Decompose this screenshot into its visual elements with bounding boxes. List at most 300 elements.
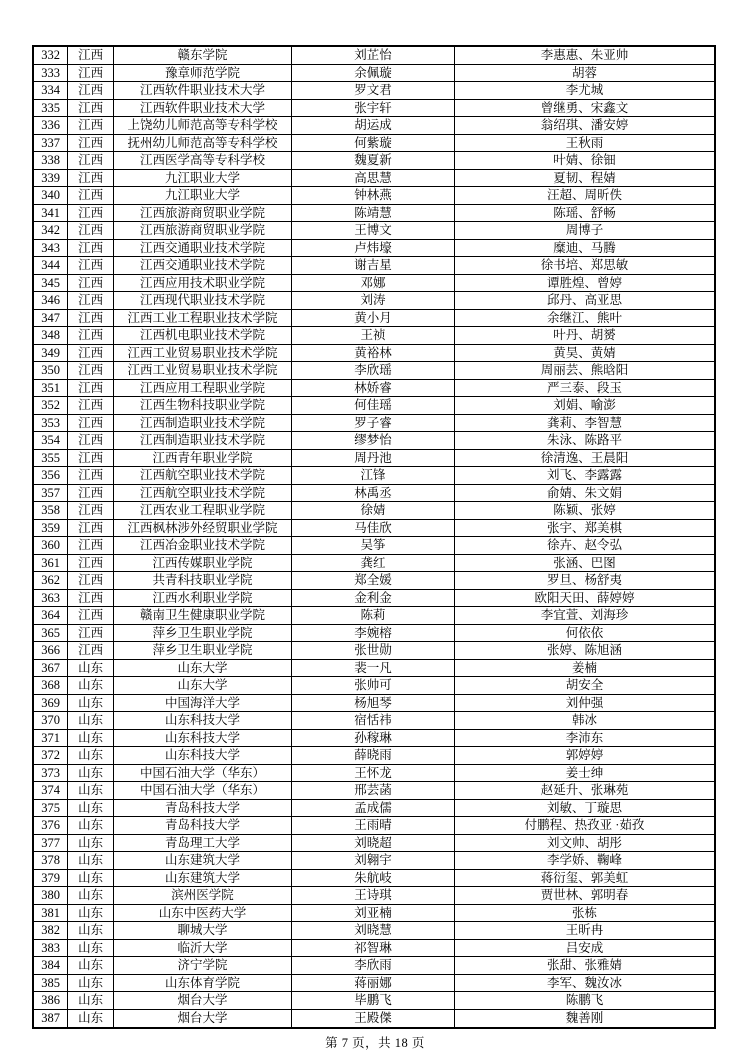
student-cell: 罗文君 — [291, 82, 454, 100]
table-row — [33, 117, 715, 135]
advisors-cell: 吕安成 — [454, 939, 715, 957]
province-cell: 江西 — [68, 64, 114, 82]
school-cell: 江西交通职业技术学院 — [113, 257, 291, 275]
table-row — [33, 397, 715, 415]
student-cell: 王殿傑 — [291, 1009, 454, 1028]
school-cell: 江西旅游商贸职业学院 — [113, 222, 291, 240]
province-cell: 江西 — [68, 414, 114, 432]
advisors-cell: 夏韧、程婧 — [454, 169, 715, 187]
table-row — [33, 292, 715, 310]
table-row — [33, 817, 715, 835]
school-cell: 江西应用技术职业学院 — [113, 274, 291, 292]
row-number-cell: 378 — [33, 852, 68, 870]
row-number-cell: 355 — [33, 449, 68, 467]
province-cell: 江西 — [68, 432, 114, 450]
school-cell: 江西制造职业技术学院 — [113, 432, 291, 450]
province-cell: 山东 — [68, 694, 114, 712]
school-cell: 豫章师范学院 — [113, 64, 291, 82]
school-cell: 赣东学院 — [113, 46, 291, 64]
province-cell: 江西 — [68, 274, 114, 292]
school-cell: 萍乡卫生职业学院 — [113, 642, 291, 660]
advisors-cell: 韩冰 — [454, 712, 715, 730]
province-cell: 江西 — [68, 222, 114, 240]
province-cell: 江西 — [68, 134, 114, 152]
province-cell: 江西 — [68, 449, 114, 467]
school-cell: 江西枫林涉外经贸职业学院 — [113, 519, 291, 537]
advisors-cell: 李尤城 — [454, 82, 715, 100]
student-cell: 黄小月 — [291, 309, 454, 327]
student-cell: 邢芸菡 — [291, 782, 454, 800]
row-number-cell: 374 — [33, 782, 68, 800]
table-row — [33, 922, 715, 940]
student-cell: 马佳欣 — [291, 519, 454, 537]
table-row — [33, 502, 715, 520]
table-row — [33, 677, 715, 695]
advisors-cell: 龚莉、李智慧 — [454, 414, 715, 432]
school-cell: 赣南卫生健康职业学院 — [113, 607, 291, 625]
student-cell: 王博文 — [291, 222, 454, 240]
province-cell: 山东 — [68, 852, 114, 870]
student-cell: 朱航岐 — [291, 869, 454, 887]
advisors-cell: 糜迪、马腾 — [454, 239, 715, 257]
student-cell: 刘芷怡 — [291, 46, 454, 64]
province-cell: 江西 — [68, 572, 114, 590]
row-number-cell: 381 — [33, 904, 68, 922]
row-number-cell: 373 — [33, 764, 68, 782]
row-number-cell: 361 — [33, 554, 68, 572]
student-cell: 余佩璇 — [291, 64, 454, 82]
student-cell: 王祯 — [291, 327, 454, 345]
page-number-footer: 第 7 页，共 18 页 — [325, 1036, 425, 1050]
table-row — [33, 46, 715, 64]
table-row — [33, 449, 715, 467]
table-row — [33, 274, 715, 292]
advisors-cell: 谭胜煌、曾婷 — [454, 274, 715, 292]
school-cell: 中国石油大学（华东） — [113, 764, 291, 782]
province-cell: 山东 — [68, 659, 114, 677]
row-number-cell: 333 — [33, 64, 68, 82]
advisors-cell: 徐书培、郑思敏 — [454, 257, 715, 275]
row-number-cell: 357 — [33, 484, 68, 502]
student-cell: 毕鹏飞 — [291, 992, 454, 1010]
school-cell: 江西工业贸易职业技术学院 — [113, 362, 291, 380]
province-cell: 江西 — [68, 379, 114, 397]
row-number-cell: 336 — [33, 117, 68, 135]
province-cell: 江西 — [68, 554, 114, 572]
school-cell: 青岛科技大学 — [113, 799, 291, 817]
row-number-cell: 377 — [33, 834, 68, 852]
advisors-cell: 张婷、陈旭涵 — [454, 642, 715, 660]
row-number-cell: 362 — [33, 572, 68, 590]
row-number-cell: 335 — [33, 99, 68, 117]
row-number-cell: 350 — [33, 362, 68, 380]
advisors-cell: 李学娇、鞠峰 — [454, 852, 715, 870]
row-number-cell: 337 — [33, 134, 68, 152]
student-cell: 杨旭琴 — [291, 694, 454, 712]
province-cell: 江西 — [68, 624, 114, 642]
province-cell: 山东 — [68, 799, 114, 817]
table-row — [33, 729, 715, 747]
row-number-cell: 334 — [33, 82, 68, 100]
advisors-cell: 张宇、郑美棋 — [454, 519, 715, 537]
table-row — [33, 642, 715, 660]
row-number-cell: 347 — [33, 309, 68, 327]
student-cell: 宿恬祎 — [291, 712, 454, 730]
school-cell: 青岛理工大学 — [113, 834, 291, 852]
row-number-cell: 352 — [33, 397, 68, 415]
province-cell: 山东 — [68, 747, 114, 765]
province-cell: 江西 — [68, 257, 114, 275]
row-number-cell: 345 — [33, 274, 68, 292]
table-row — [33, 519, 715, 537]
student-cell: 张宇轩 — [291, 99, 454, 117]
school-cell: 江西工业贸易职业技术学院 — [113, 344, 291, 362]
province-cell: 山东 — [68, 887, 114, 905]
table-row — [33, 82, 715, 100]
school-cell: 中国海洋大学 — [113, 694, 291, 712]
table-row — [33, 834, 715, 852]
school-cell: 烟台大学 — [113, 992, 291, 1010]
table-row — [33, 904, 715, 922]
student-cell: 徐婧 — [291, 502, 454, 520]
student-cell: 魏夏新 — [291, 152, 454, 170]
table-row — [33, 309, 715, 327]
province-cell: 山东 — [68, 712, 114, 730]
advisors-cell: 刘仲强 — [454, 694, 715, 712]
school-cell: 山东科技大学 — [113, 712, 291, 730]
school-cell: 滨州医学院 — [113, 887, 291, 905]
student-cell: 胡运成 — [291, 117, 454, 135]
advisors-cell: 严三泰、段玉 — [454, 379, 715, 397]
row-number-cell: 351 — [33, 379, 68, 397]
student-cell: 刘晓超 — [291, 834, 454, 852]
student-cell: 王诗琪 — [291, 887, 454, 905]
advisors-cell: 李沛东 — [454, 729, 715, 747]
row-number-cell: 353 — [33, 414, 68, 432]
advisors-cell: 李惠惠、朱亚帅 — [454, 46, 715, 64]
student-cell: 薛晓雨 — [291, 747, 454, 765]
student-cell: 罗子睿 — [291, 414, 454, 432]
province-cell: 江西 — [68, 152, 114, 170]
student-cell: 刘亚楠 — [291, 904, 454, 922]
table-row — [33, 344, 715, 362]
student-cell: 林娇睿 — [291, 379, 454, 397]
advisors-cell: 陈瑶、舒畅 — [454, 204, 715, 222]
province-cell: 江西 — [68, 537, 114, 555]
advisors-cell: 叶婧、徐钿 — [454, 152, 715, 170]
province-cell: 江西 — [68, 327, 114, 345]
table-row — [33, 379, 715, 397]
school-cell: 江西软件职业技术大学 — [113, 82, 291, 100]
advisors-cell: 张甜、张雅婧 — [454, 957, 715, 975]
school-cell: 抚州幼儿师范高等专科学校 — [113, 134, 291, 152]
row-number-cell: 342 — [33, 222, 68, 240]
table-row — [33, 747, 715, 765]
province-cell: 江西 — [68, 607, 114, 625]
advisors-cell: 欧阳天田、薛婷婷 — [454, 589, 715, 607]
province-cell: 山东 — [68, 834, 114, 852]
school-cell: 江西航空职业技术学院 — [113, 467, 291, 485]
advisors-cell: 曾继勇、宋鑫文 — [454, 99, 715, 117]
table-row — [33, 239, 715, 257]
table-body — [33, 46, 715, 1028]
award-list-table — [32, 45, 716, 1029]
student-cell: 刘涛 — [291, 292, 454, 310]
province-cell: 山东 — [68, 764, 114, 782]
advisors-cell: 陈鹏飞 — [454, 992, 715, 1010]
advisors-cell: 姜楠 — [454, 659, 715, 677]
advisors-cell: 张栋 — [454, 904, 715, 922]
row-number-cell: 363 — [33, 589, 68, 607]
student-cell: 林禹丞 — [291, 484, 454, 502]
advisors-cell: 黄昊、黄婧 — [454, 344, 715, 362]
advisors-cell: 叶丹、胡赟 — [454, 327, 715, 345]
student-cell: 李婉榕 — [291, 624, 454, 642]
province-cell: 山东 — [68, 677, 114, 695]
student-cell: 陈靖慧 — [291, 204, 454, 222]
province-cell: 山东 — [68, 974, 114, 992]
province-cell: 江西 — [68, 519, 114, 537]
table-row — [33, 572, 715, 590]
table-row — [33, 694, 715, 712]
student-cell: 郑全媛 — [291, 572, 454, 590]
school-cell: 江西工业工程职业技术学院 — [113, 309, 291, 327]
row-number-cell: 376 — [33, 817, 68, 835]
school-cell: 江西航空职业技术学院 — [113, 484, 291, 502]
school-cell: 江西医学高等专科学校 — [113, 152, 291, 170]
table-row — [33, 554, 715, 572]
province-cell: 山东 — [68, 782, 114, 800]
school-cell: 青岛科技大学 — [113, 817, 291, 835]
advisors-cell: 刘文帅、胡彤 — [454, 834, 715, 852]
school-cell: 上饶幼儿师范高等专科学校 — [113, 117, 291, 135]
province-cell: 江西 — [68, 169, 114, 187]
advisors-cell: 周丽芸、熊晗阳 — [454, 362, 715, 380]
student-cell: 谢吉星 — [291, 257, 454, 275]
table-row — [33, 537, 715, 555]
table-row — [33, 152, 715, 170]
student-cell: 吴筝 — [291, 537, 454, 555]
table-row — [33, 64, 715, 82]
province-cell: 山东 — [68, 922, 114, 940]
row-number-cell: 346 — [33, 292, 68, 310]
advisors-cell: 李军、魏汝冰 — [454, 974, 715, 992]
school-cell: 山东大学 — [113, 659, 291, 677]
school-cell: 江西旅游商贸职业学院 — [113, 204, 291, 222]
row-number-cell: 372 — [33, 747, 68, 765]
province-cell: 山东 — [68, 992, 114, 1010]
province-cell: 山东 — [68, 939, 114, 957]
table-row — [33, 887, 715, 905]
school-cell: 济宁学院 — [113, 957, 291, 975]
school-cell: 山东建筑大学 — [113, 869, 291, 887]
school-cell: 江西现代职业技术学院 — [113, 292, 291, 310]
row-number-cell: 387 — [33, 1009, 68, 1028]
table-row — [33, 414, 715, 432]
row-number-cell: 356 — [33, 467, 68, 485]
advisors-cell: 汪超、周昕佚 — [454, 187, 715, 205]
advisors-cell: 刘飞、李露露 — [454, 467, 715, 485]
province-cell: 山东 — [68, 1009, 114, 1028]
school-cell: 山东科技大学 — [113, 747, 291, 765]
table-row — [33, 327, 715, 345]
school-cell: 山东建筑大学 — [113, 852, 291, 870]
student-cell: 刘晓慧 — [291, 922, 454, 940]
row-number-cell: 348 — [33, 327, 68, 345]
school-cell: 烟台大学 — [113, 1009, 291, 1028]
advisors-cell: 王昕冉 — [454, 922, 715, 940]
province-cell: 江西 — [68, 589, 114, 607]
province-cell: 山东 — [68, 817, 114, 835]
table-row — [33, 257, 715, 275]
school-cell: 山东科技大学 — [113, 729, 291, 747]
table-row — [33, 484, 715, 502]
student-cell: 裴一凡 — [291, 659, 454, 677]
table-row — [33, 362, 715, 380]
school-cell: 山东大学 — [113, 677, 291, 695]
student-cell: 陈莉 — [291, 607, 454, 625]
row-number-cell: 379 — [33, 869, 68, 887]
province-cell: 江西 — [68, 82, 114, 100]
row-number-cell: 366 — [33, 642, 68, 660]
student-cell: 刘翱宇 — [291, 852, 454, 870]
province-cell: 江西 — [68, 502, 114, 520]
table-row — [33, 134, 715, 152]
school-cell: 聊城大学 — [113, 922, 291, 940]
row-number-cell: 370 — [33, 712, 68, 730]
table-row — [33, 169, 715, 187]
student-cell: 何紫璇 — [291, 134, 454, 152]
row-number-cell: 382 — [33, 922, 68, 940]
province-cell: 江西 — [68, 642, 114, 660]
student-cell: 张世勋 — [291, 642, 454, 660]
province-cell: 山东 — [68, 904, 114, 922]
province-cell: 江西 — [68, 397, 114, 415]
row-number-cell: 338 — [33, 152, 68, 170]
school-cell: 江西交通职业技术学院 — [113, 239, 291, 257]
row-number-cell: 343 — [33, 239, 68, 257]
student-cell: 缪梦怡 — [291, 432, 454, 450]
student-cell: 蒋丽娜 — [291, 974, 454, 992]
row-number-cell: 349 — [33, 344, 68, 362]
advisors-cell: 徐卉、赵令弘 — [454, 537, 715, 555]
advisors-cell: 魏善刚 — [454, 1009, 715, 1028]
table-row — [33, 852, 715, 870]
student-cell: 龚红 — [291, 554, 454, 572]
row-number-cell: 364 — [33, 607, 68, 625]
student-cell: 孙稼琳 — [291, 729, 454, 747]
student-cell: 李欣雨 — [291, 957, 454, 975]
advisors-cell: 翁绍琪、潘安婷 — [454, 117, 715, 135]
row-number-cell: 360 — [33, 537, 68, 555]
school-cell: 江西农业工程职业学院 — [113, 502, 291, 520]
row-number-cell: 380 — [33, 887, 68, 905]
school-cell: 江西应用工程职业学院 — [113, 379, 291, 397]
student-cell: 孟成儒 — [291, 799, 454, 817]
school-cell: 山东体育学院 — [113, 974, 291, 992]
row-number-cell: 332 — [33, 46, 68, 64]
advisors-cell: 郭婷婷 — [454, 747, 715, 765]
advisors-cell: 邱丹、高亚思 — [454, 292, 715, 310]
student-cell: 邓娜 — [291, 274, 454, 292]
province-cell: 江西 — [68, 344, 114, 362]
row-number-cell: 359 — [33, 519, 68, 537]
school-cell: 九江职业大学 — [113, 187, 291, 205]
table-row — [33, 432, 715, 450]
table-row — [33, 99, 715, 117]
school-cell: 江西冶金职业技术学院 — [113, 537, 291, 555]
province-cell: 江西 — [68, 292, 114, 310]
advisors-cell: 刘娟、喻澎 — [454, 397, 715, 415]
table-row — [33, 607, 715, 625]
advisors-cell: 张涵、巴图 — [454, 554, 715, 572]
province-cell: 江西 — [68, 46, 114, 64]
table-row — [33, 939, 715, 957]
advisors-cell: 贾世林、郭明春 — [454, 887, 715, 905]
school-cell: 九江职业大学 — [113, 169, 291, 187]
province-cell: 江西 — [68, 467, 114, 485]
school-cell: 江西制造职业技术学院 — [113, 414, 291, 432]
advisors-cell: 余继江、熊叶 — [454, 309, 715, 327]
advisors-cell: 朱泳、陈路平 — [454, 432, 715, 450]
student-cell: 钟林燕 — [291, 187, 454, 205]
row-number-cell: 339 — [33, 169, 68, 187]
student-cell: 金利金 — [291, 589, 454, 607]
advisors-cell: 蒋衍玺、郭美虹 — [454, 869, 715, 887]
student-cell: 祁智琳 — [291, 939, 454, 957]
advisors-cell: 陈颖、张婷 — [454, 502, 715, 520]
school-cell: 山东中医药大学 — [113, 904, 291, 922]
table-row — [33, 992, 715, 1010]
advisors-cell: 俞婧、朱文娟 — [454, 484, 715, 502]
province-cell: 江西 — [68, 117, 114, 135]
province-cell: 山东 — [68, 957, 114, 975]
row-number-cell: 365 — [33, 624, 68, 642]
table-row — [33, 187, 715, 205]
row-number-cell: 358 — [33, 502, 68, 520]
advisors-cell: 周博子 — [454, 222, 715, 240]
province-cell: 江西 — [68, 204, 114, 222]
table-row — [33, 799, 715, 817]
advisors-cell: 何依依 — [454, 624, 715, 642]
student-cell: 张帅可 — [291, 677, 454, 695]
school-cell: 共青科技职业学院 — [113, 572, 291, 590]
table-row — [33, 1009, 715, 1028]
province-cell: 山东 — [68, 729, 114, 747]
row-number-cell: 383 — [33, 939, 68, 957]
province-cell: 江西 — [68, 362, 114, 380]
school-cell: 临沂大学 — [113, 939, 291, 957]
table-row — [33, 659, 715, 677]
row-number-cell: 369 — [33, 694, 68, 712]
table-row — [33, 974, 715, 992]
row-number-cell: 371 — [33, 729, 68, 747]
student-cell: 黄裕林 — [291, 344, 454, 362]
advisors-cell: 赵延升、张琳苑 — [454, 782, 715, 800]
province-cell: 江西 — [68, 309, 114, 327]
row-number-cell: 354 — [33, 432, 68, 450]
table-row — [33, 869, 715, 887]
advisors-cell: 罗旦、杨舒夷 — [454, 572, 715, 590]
province-cell: 山东 — [68, 869, 114, 887]
province-cell: 江西 — [68, 99, 114, 117]
school-cell: 江西机电职业技术学院 — [113, 327, 291, 345]
school-cell: 中国石油大学（华东） — [113, 782, 291, 800]
advisors-cell: 刘敏、丁璇思 — [454, 799, 715, 817]
student-cell: 李欣瑶 — [291, 362, 454, 380]
table-row — [33, 589, 715, 607]
advisors-cell: 王秋雨 — [454, 134, 715, 152]
